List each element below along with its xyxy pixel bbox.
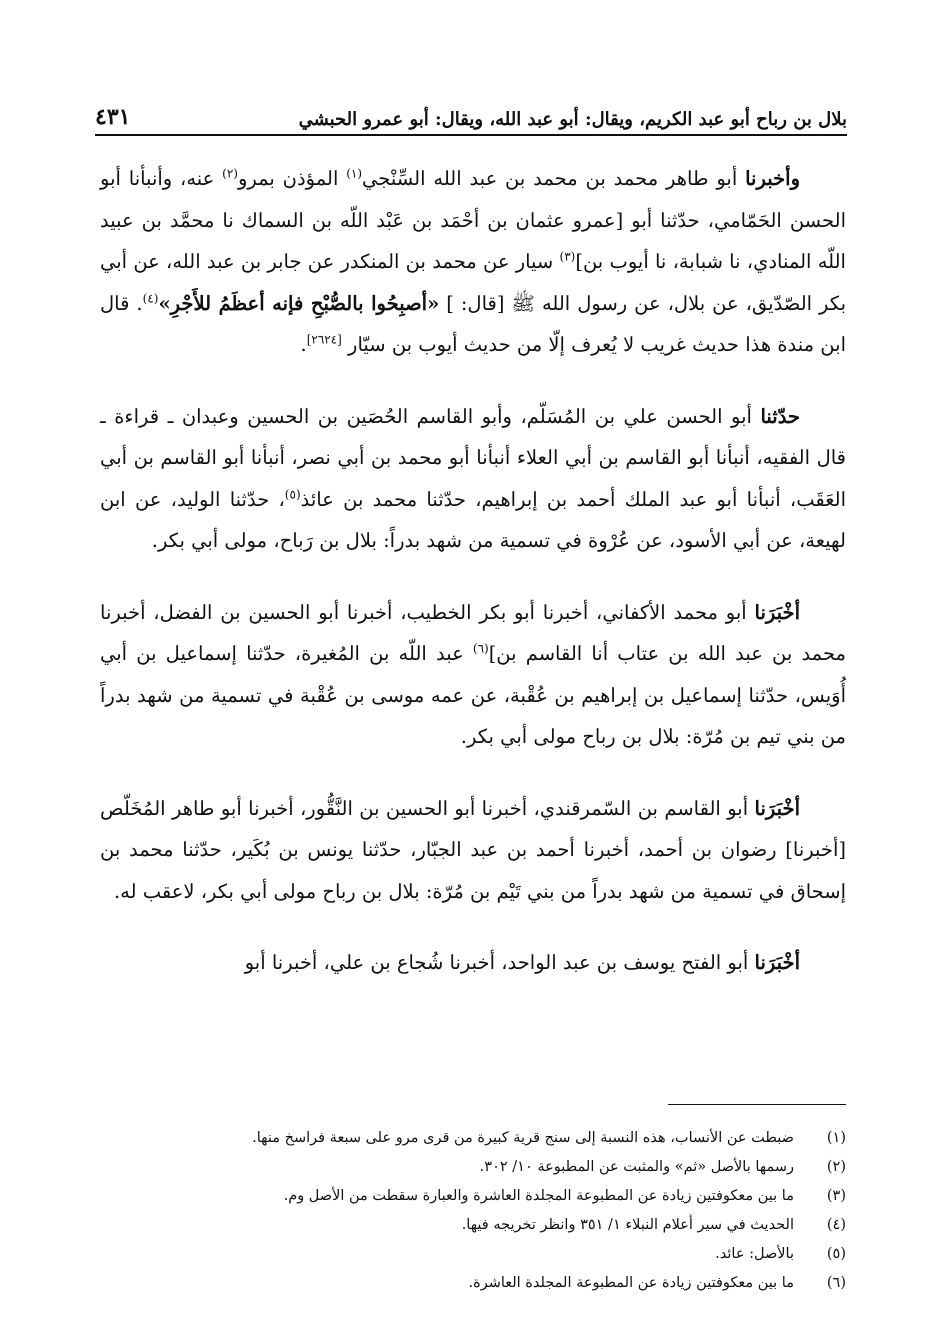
text-segment: أبو القاسم بن السّمرقندي، أخبرنا أبو الحسين بن النَّقُّور، أخبرنا أبو طاهر المُخَلّص [أخبرنا] رضوان بن أحمد، أخبرنا أحمد بن عبد الجبّار، حدّثنا يونس بن بُكَير، حدّثنا محمد بن إسحاق في تسمية من شهد بدراً من بني تَيْم بن مُرّة: بلال بن رباح مولى أبي بكر، لاعقب له. [100,796,846,903]
footnotes-list [160,1124,846,1298]
footnote-text: ضبطت عن الأنساب، هذه النسبة إلى سنج قرية كبيرة من قرى مرو على سبعة فراسخ منها. [252,1130,794,1146]
text-segment: أبو الفتح يوسف بن عبد الواحد، أخبرنا شُجاع بن علي، أخبرنا أبو [244,951,755,974]
footnote-text: الحديث في سير أعلام النبلاء ١/ ٣٥١ وانظر تخريجه فيها. [461,1217,794,1233]
footnote-marker: (٤) [142,291,159,305]
hadith-quote: «أصبِحُوا بالصُّبْحِ فإنه أعظَمُ للأَجْرِ» [158,291,440,315]
footnote-text: بالأصل: عائد. [715,1246,794,1262]
text-segment: سيار عن محمد بن المنكدر عن جابر بن عبد الله، عن أبي بكر الصّدّيق، عن بلال، عن رسول الله ﷺ [قال: ] [100,250,847,315]
main-text [100,158,846,1014]
footnote-item [160,1240,846,1269]
hadith-number: [٢٦٢٤] [306,332,342,347]
footnote-marker: (٦) [472,641,489,656]
text-segment: أبو الحسن علي بن المُسَلّم، وأبو القاسم الحُصَين بن الحسين وعبدان ـ قراءة ـ قال الفقيه، أنبأنا أبو القاسم بن أبي العلاء أنبأنا أبو محمد بن أبي نصر، أنبأنا أبو القاسم بن أبي العَقَب، أنبأنا أبو عبد الملك أحمد بن إبراهيم، حدّثنا محمد بن عائذ [100,404,846,511]
footnote-text: رسمها بالأصل «ثم» والمثبت عن المطبوعة ١٠/ ٣٠٢. [479,1159,794,1175]
footnote-marker: (٣) [559,249,576,264]
paragraph-1 [100,158,846,366]
text-segment: أبو طاهر محمد بن محمد بن عبد الله السِّنْجي [362,167,746,190]
footnote-number: (٣) [826,1188,846,1204]
footnote-text: ما بين معكوفتين زيادة عن المطبوعة المجلدة العاشرة. [468,1275,794,1291]
footnote-number: (٢) [826,1159,846,1175]
paragraph-2 [100,396,846,562]
text-segment: عبد اللّه بن المُغيرة، حدّثنا إسماعيل بن أبي أُوَيس، حدّثنا إسماعيل بن إبراهيم بن عُقْبة، عن عمه موسى بن عُقْبة في تسمية من شهد بدراً من بني تيم بن مُرّة: بلال بن رباح مولى أبي بكر. [100,642,846,748]
footnote-marker: (٢) [222,166,238,181]
page-number: ٤٣١ [95,104,131,130]
lead-word: أخْبَرَنا [754,951,800,974]
footnote-marker: (١) [346,166,363,181]
text-segment: عنه، وأنبأنا أبو الحسن الحَمّامي، حدّثنا أبو [عمرو عثمان بن أحْمَد بن عَبْد اللّه بن السماك نا محمَّد بن عبيد اللّه المنادي، نا شبابة، نا أيوب بن] [100,167,846,273]
text-segment: . [300,333,307,356]
running-title: بلال بن رباح أبو عبد الكريم، ويقال: أبو عبد الله، ويقال: أبو عمرو الحبشي [298,109,847,130]
footnote-text: ما بين معكوفتين زيادة عن المطبوعة المجلدة العاشرة والعبارة سقطت من الأصل وم. [283,1188,794,1204]
text-segment: ، حدّثنا الوليد، عن ابن لهيعة، عن أبي الأسود، عن عُرْوة في تسمية من شهد بدراً: بلال بن رَباح، مولى أبي بكر. [100,487,846,552]
paragraph-4 [100,788,846,913]
footnote-separator [668,1104,846,1105]
footnote-item [160,1269,846,1298]
footnote-item [160,1153,846,1182]
header-rule [95,134,847,136]
lead-word: وأخبرنا [745,167,800,190]
running-header [95,92,847,130]
footnote-marker: (٥) [284,487,301,501]
footnote-number: (٥) [826,1246,846,1262]
footnote-number: (٤) [826,1217,846,1233]
text-segment: المؤذن بمرو [237,167,347,190]
lead-word: أخْبَرَنا [754,796,800,820]
footnote-number: (١) [826,1130,846,1146]
lead-word: حدّثنا [760,404,800,428]
text-segment: أبو محمد الأكفاني، أخبرنا أبو بكر الخطيب، أخبرنا أبو الحسين بن الفضل، أخبرنا محمد بن عبد الله بن عتاب أنا القاسم بن] [100,600,846,665]
footnote-number: (٦) [826,1275,846,1291]
footnote-item [160,1182,846,1211]
paragraph-3 [100,592,846,758]
lead-word: أخْبَرَنا [754,600,800,624]
text-segment: . قال ابن مندة هذا حديث غريب لا يُعرف إلّا من حديث أيوب بن سيّار [100,291,846,356]
footnote-item [160,1124,846,1153]
paragraph-5 [100,942,846,984]
footnote-item [160,1211,846,1240]
